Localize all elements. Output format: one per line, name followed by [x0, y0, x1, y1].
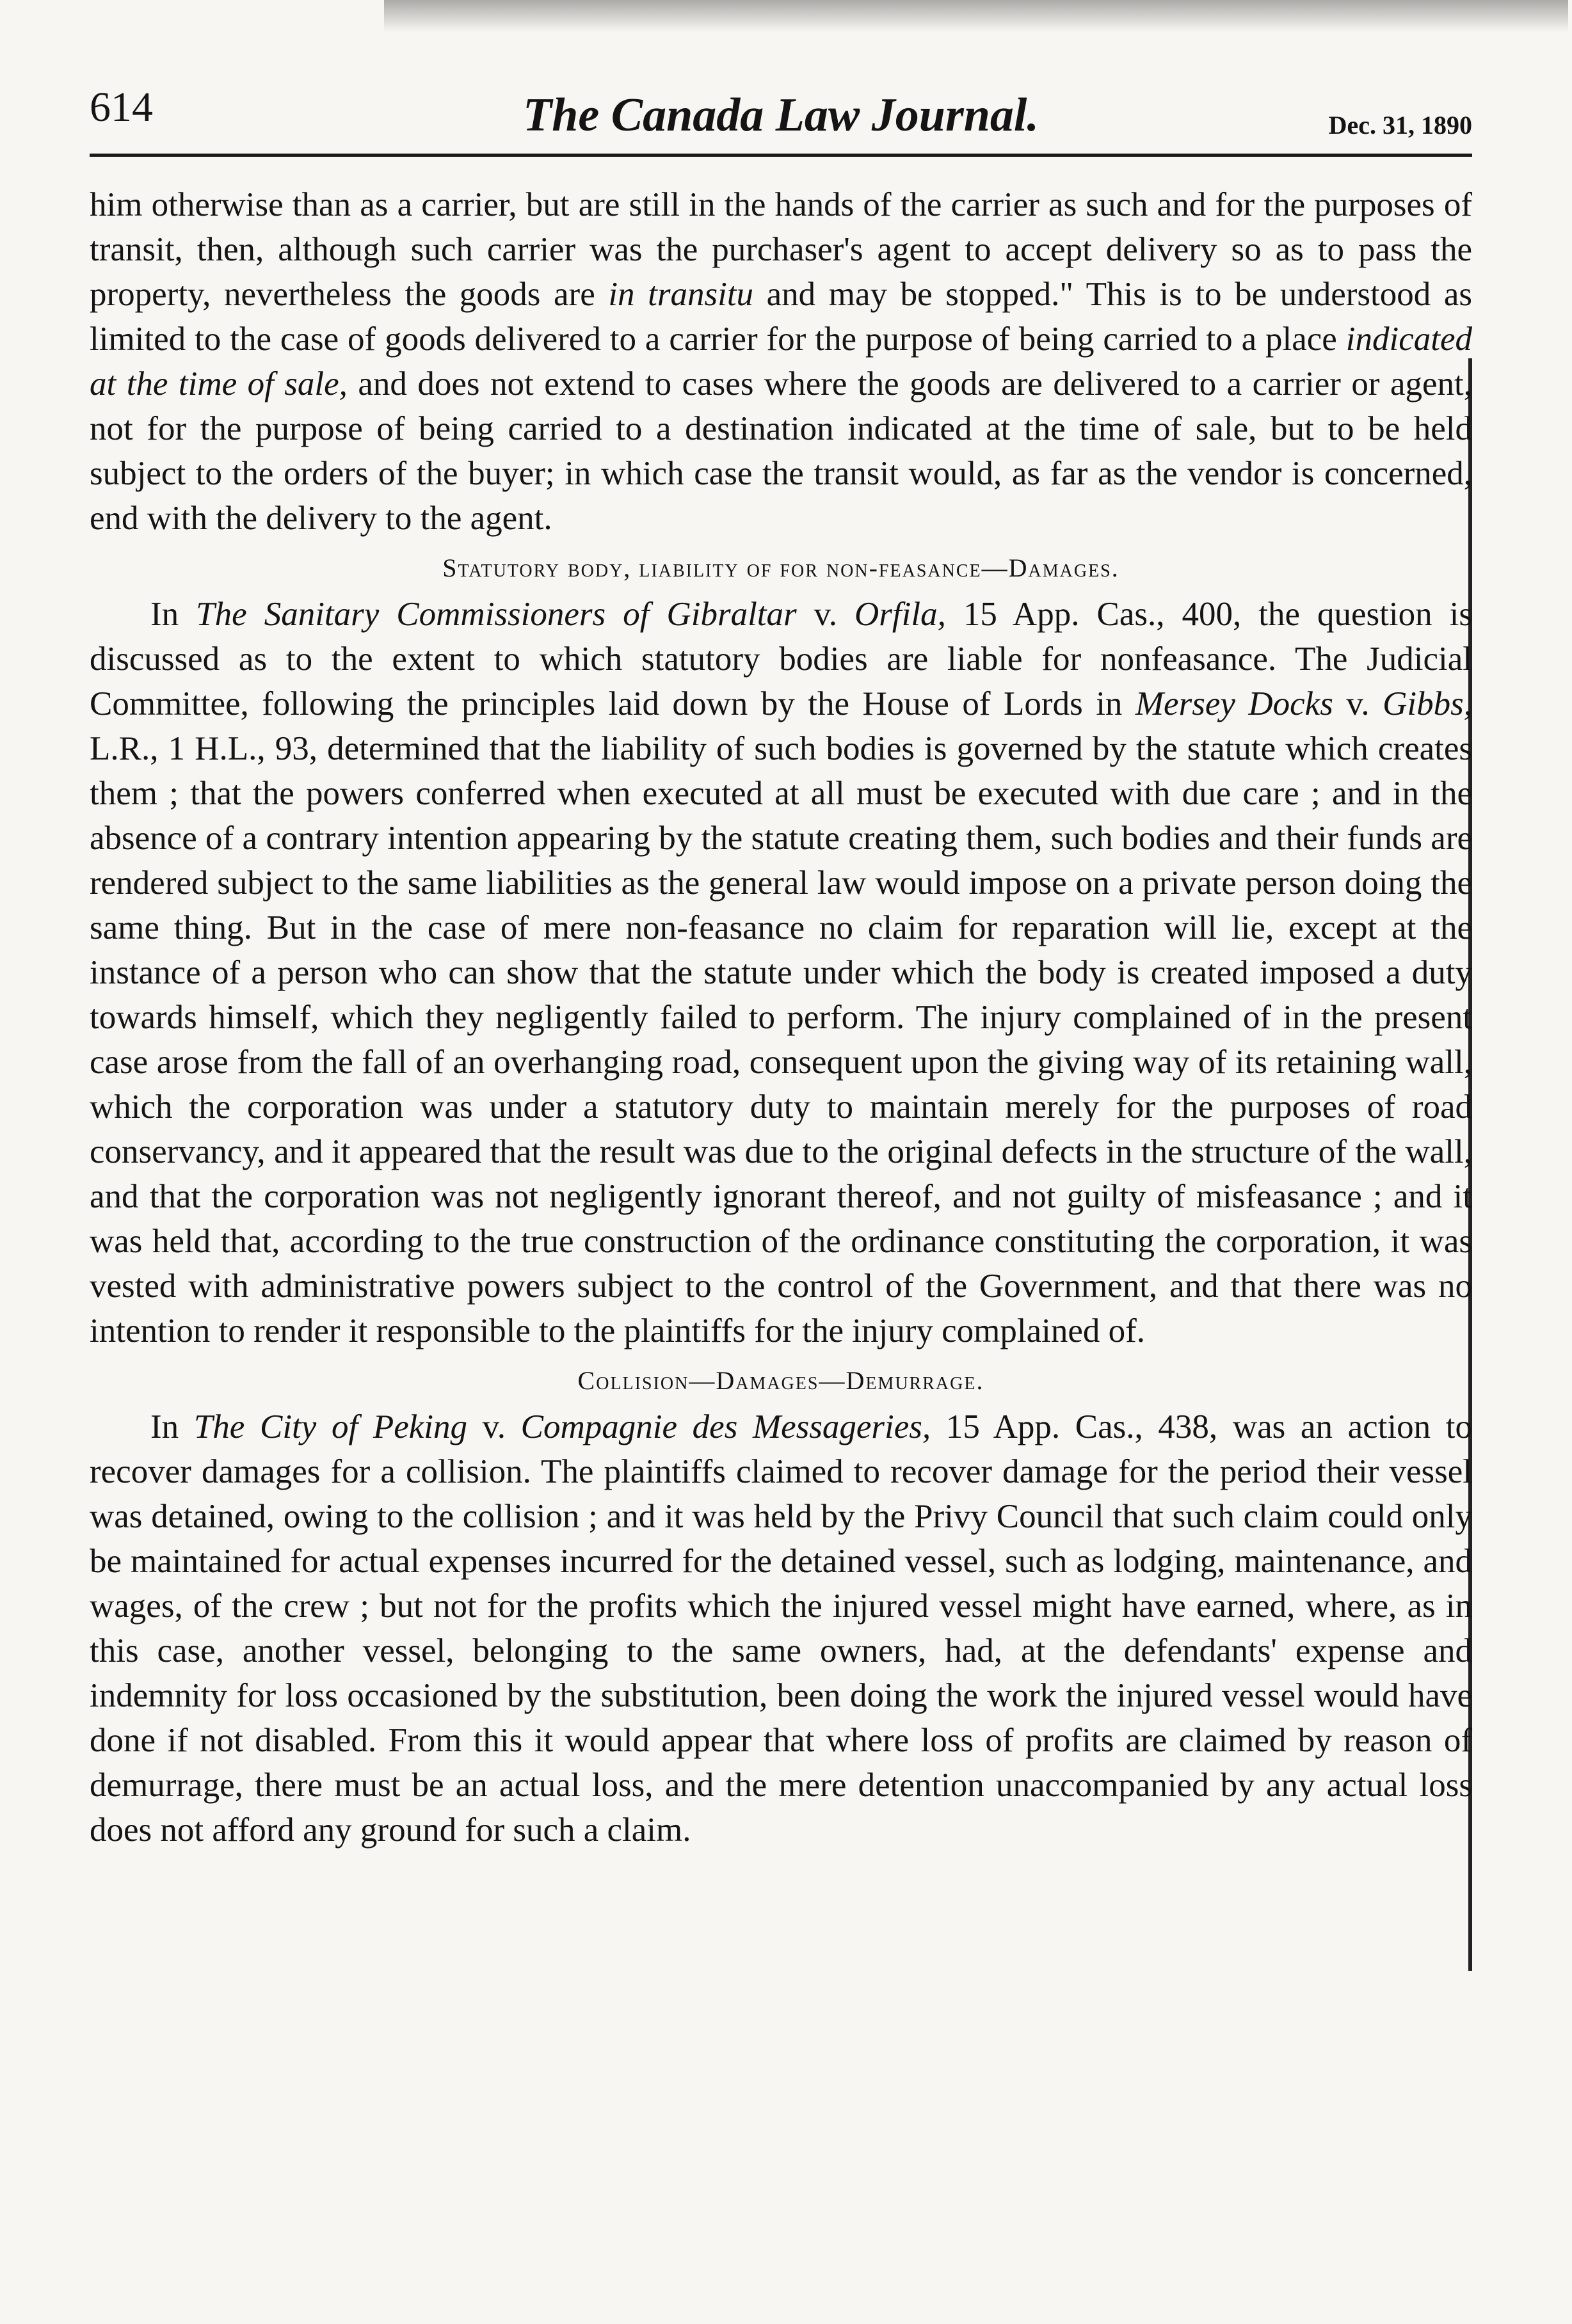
page-header — [90, 77, 1472, 147]
paragraph-transit: him otherwise than as a carrier, but are still in the hands of the carrier as such and for the purposes of transit, then, although such carrier was the purchaser's agent to accept delivery so as to pass the property, nevertheless the goods are in transitu and may be stopped." This is to be understood as limited to the case of goods delivered to a carrier for the purpose of being carried to a place indicated at the time of sale, and does not extend to cases where the goods are delivered to a carrier or agent, not for the purpose of being carried to a destination indicated at the time of sale, but to be held subject to the orders of the buyer; in which case the transit would, as far as the vendor is concerned, end with the delivery to the agent. — [90, 186, 1473, 537]
issue-date: Dec. 31, 1890 — [1328, 111, 1472, 139]
paragraph-peking: In The City of Peking v. Compagnie des Messageries, 15 App. Cas., 438, was an action to recover damages for a collision. The plaintiffs claimed to recover damage for the period their vessel was detained, owing to the collision ; and it was held by the Privy Council that such claim could only be maintained for actual expenses incurred for the detained vessel, such as lodging, maintenance, and wages, of the crew ; but not for the profits which the injured vessel might have earned, where, as in this case, another vessel, belonging to the same owners, had, at the defendants' expense and indemnity for loss occasioned by the substitution, been doing the work the injured vessel would have done if not disabled. From this it would appear that where loss of profits are claimed by reason of demurrage, there must be an actual loss, and the mere detention unaccompanied by any actual loss does not afford any ground for such a claim. — [90, 1408, 1472, 1849]
header-rule — [90, 154, 1472, 157]
article-body — [90, 182, 1472, 1852]
journal-page — [90, 0, 1472, 2324]
running-title: The Canada Law Journal. — [523, 89, 1039, 141]
paragraph-gibraltar: In The Sanitary Commissioners of Gibraltar v. Orfila, 15 App. Cas., 400, the question is discussed as to the extent to which statutory bodies are liable for nonfeasance. The Judicial Committee, following the principles laid down by the House of Lords in Mersey Docks v. Gibbs, L.R., 1 H.L., 93, determined that the liability of such bodies is governed by the statute which creates them ; that the powers conferred when executed at all must be executed with due care ; and in the absence of a contrary intention appearing by the statute creating them, such bodies and their funds are rendered subject to the same liabilities as the general law would impose on a private person doing the same thing. But in the case of mere non-feasance no claim for reparation will lie, except at the instance of a person who can show that the statute under which the body is created imposed a duty towards himself, which they negligently failed to perform. The injury complained of in the present case arose from the fall of an overhanging road, consequent upon the giving way of its retaining wall, which the corporation was under a statutory duty to maintain merely for the purposes of road conservancy, and it appeared that the result was due to the original defects in the structure of the wall, and that the corporation was not negligently ignorant thereof, and not guilty of misfeasance ; and it was held that, according to the true construction of the ordinance constituting the corporation, it was vested with administrative powers subject to the control of the Government, and that there was no intention to render it responsible to the plaintiffs for the injury complained of. — [90, 596, 1472, 1349]
section-heading-collision: Collision—Damages—Demurrage. — [577, 1366, 984, 1395]
section-heading-statutory-body: Statutory body, liability of for non-feasance—Damages. — [442, 553, 1119, 582]
page-number: 614 — [90, 84, 153, 131]
